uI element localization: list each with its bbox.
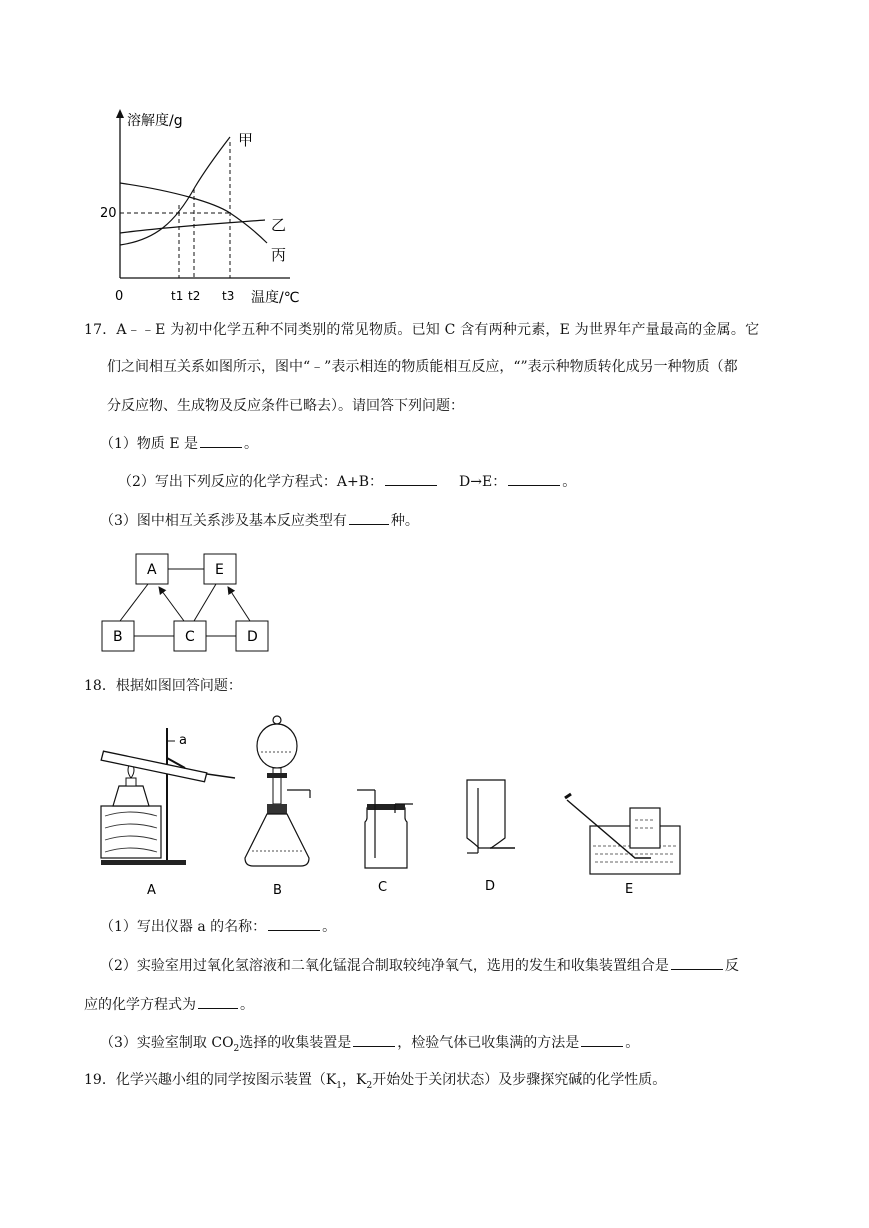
link-b-a [120,584,148,621]
q18-part1-end: 。 [322,919,337,935]
y-axis-label: 溶解度/g [127,113,183,129]
answer-blank[interactable] [200,433,242,448]
q17-stem-line3: 分反应物、生成物及反应条件已略去）。请回答下列问题： [107,398,464,414]
q18-part1 [100,916,336,937]
q18-part3-text: （3）实验室制取 CO [100,1035,234,1051]
answer-blank[interactable] [268,916,320,931]
q17-part3-end: 种。 [390,513,419,529]
apparatus-label-a: A [147,883,156,898]
q17-part1-text: （1）物质 E 是 [100,436,199,452]
co2-subscript: 2 [233,1043,240,1054]
apparatus-a [101,728,235,898]
answer-blank[interactable] [353,1032,395,1047]
q19-text-b: ，K [342,1072,367,1088]
apparatus-label-b: B [273,883,282,898]
relation-diagram [98,548,273,658]
box-a-label: A [147,562,157,578]
q18-part2-text2: 应的化学方程式为 [84,997,196,1013]
q17-part2-end: 。 [562,474,577,490]
x-tick-t3: t3 [222,289,235,303]
x-axis-label: 温度/℃ [251,290,300,306]
box-b-label: B [113,629,123,645]
q18-part3 [100,1032,639,1059]
q18-part1-text: （1）写出仪器 a 的名称： [100,919,267,935]
apparatus-label-e: E [625,882,634,897]
apparatus-e [565,794,680,897]
link-c-e [194,584,216,621]
answer-blank[interactable] [385,471,437,486]
arrow-c-a [159,587,184,621]
series-jia-line [120,137,230,245]
q17-part1-end: 。 [244,436,259,452]
q18-part2-line2 [84,994,254,1015]
apparatus-label-c: C [378,880,388,895]
label-a: a [179,733,187,748]
q18-part2-text: （2）实验室用过氧化氢溶液和二氧化锰混合制取较纯净氧气，选用的发生和收集装置组合是 [100,958,669,974]
q18-part3-text2: 选择的收集装置是 [239,1035,352,1051]
q17-part3 [100,510,419,531]
series-yi-label: 乙 [271,216,287,234]
apparatus-d [467,780,515,894]
apparatus-b [245,716,310,898]
apparatus-figure [95,708,695,903]
k2-subscript: 2 [366,1080,373,1091]
q17-part2-text: （2）写出下列反应的化学方程式：A+B： [118,474,384,490]
apparatus-label-d: D [485,879,496,894]
answer-blank[interactable] [581,1032,623,1047]
box-d-label: D [247,629,258,645]
series-bing-label: 丙 [271,246,287,264]
origin-label: 0 [115,289,124,304]
q18-stem: 18．根据如图回答问题： [84,678,242,694]
solubility-chart [95,105,325,310]
y-tick-20: 20 [100,206,117,221]
q19-stem [84,1070,666,1096]
q18-part2-line1 [100,955,739,976]
box-c-label: C [185,629,195,645]
k1-subscript: 1 [336,1080,343,1091]
q18-part2-cont: 反 [724,958,739,974]
arrow-d-e [228,587,250,621]
q17-part2-de: D→E： [459,474,507,490]
q19-text-a: 19．化学兴趣小组的同学按图示装置（K [84,1072,337,1088]
box-e-label: E [215,562,224,578]
x-tick-t2: t2 [188,289,201,303]
q17-part2 [118,471,576,492]
q18-part2-end: 。 [240,997,254,1013]
answer-blank[interactable] [349,510,389,525]
x-tick-t1: t1 [171,289,184,303]
y-axis-arrow [116,109,124,118]
answer-blank[interactable] [508,471,560,486]
q18-part3-end: 。 [625,1035,640,1051]
series-jia-label: 甲 [238,131,254,149]
q17-stem-line1: 17．A﹣﹣E 为初中化学五种不同类别的常见物质。已知 C 含有两种元素，E 为世界年产量最高的金属。它 [84,322,760,338]
q17-part3-text: （3）图中相互关系涉及基本反应类型有 [100,513,347,529]
q18-part3-text3: ，检验气体已收集满的方法是 [397,1035,580,1051]
apparatus-c [357,790,413,895]
q17-part1 [100,433,258,454]
q17-stem-line2: 们之间相互关系如图所示，图中“﹣”表示相连的物质能相互反应，“”表示种物质转化成另一种物质（都 [107,359,738,375]
q19-text-c: 开始处于关闭状态）及步骤探究碱的化学性质。 [372,1072,667,1088]
answer-blank[interactable] [671,955,723,970]
answer-blank[interactable] [198,994,238,1009]
